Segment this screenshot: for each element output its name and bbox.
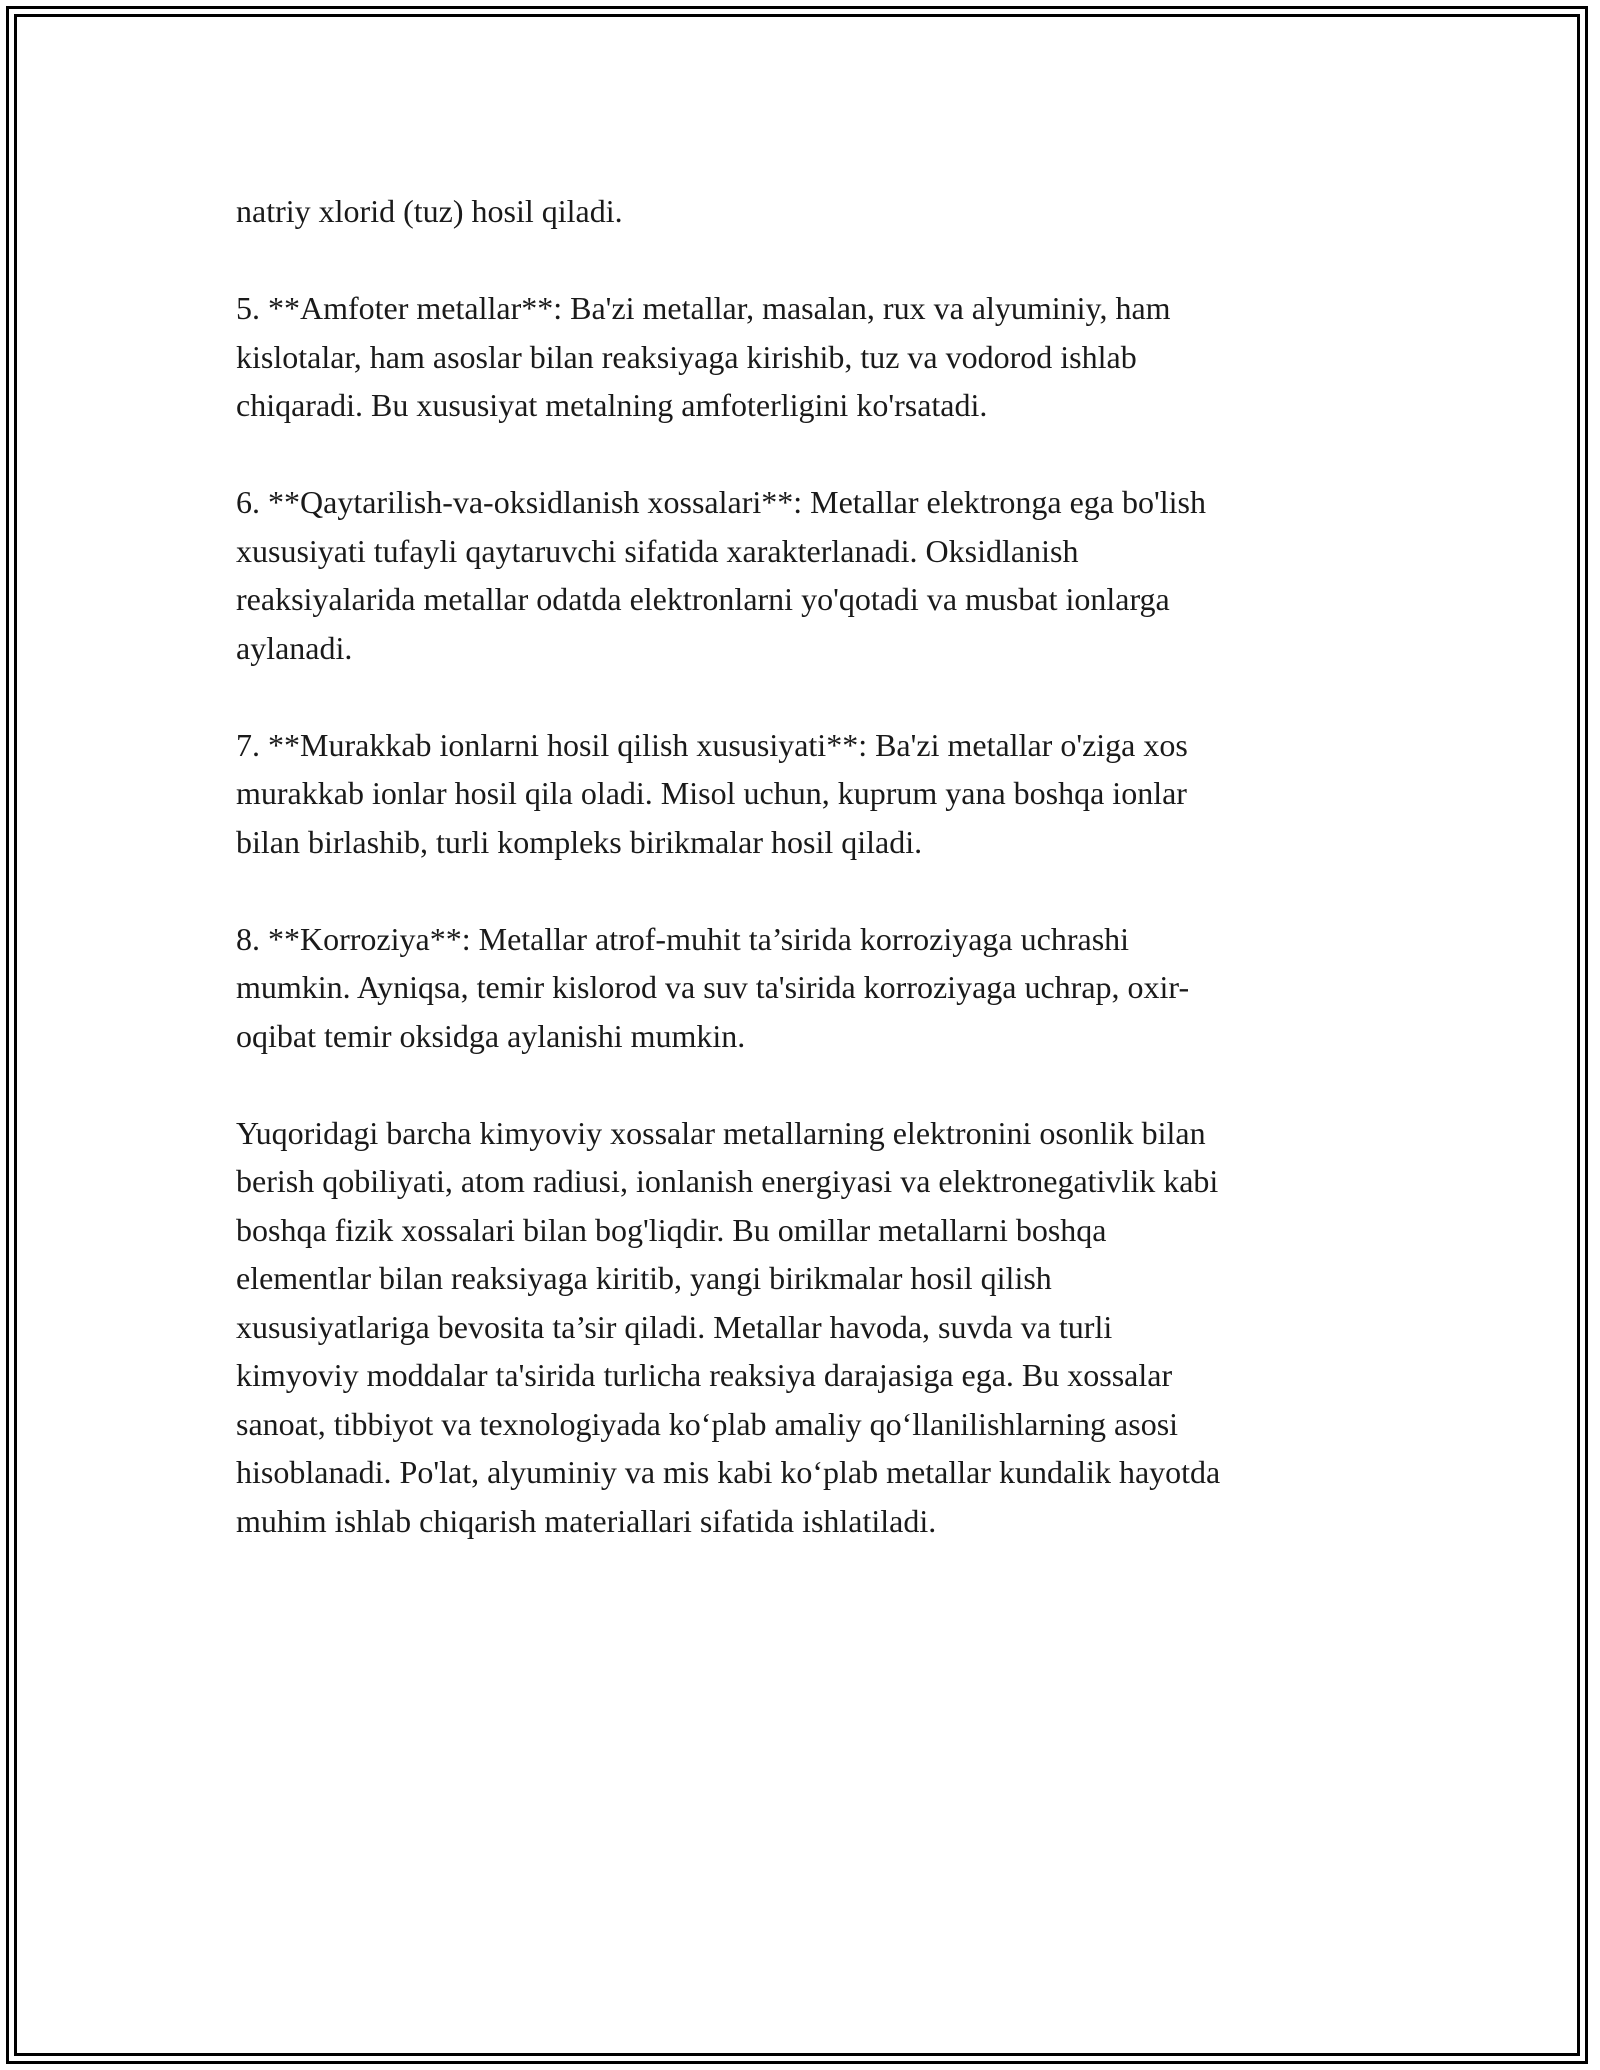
paragraph-item-6-qaytarilish: 6. **Qaytarilish-va-oksidlanish xossalari**: Metallar elektronga ega bo'lish xususiyati tufayli qaytaruvchi sifatida xarakterlanadi. Oksidlanish reaksiyalarida metallar odatda elektronlarni yo'qotadi va musbat ionlarga aylanadi. <box>236 484 1206 666</box>
paragraph-item-7-murakkab-ionlar: 7. **Murakkab ionlarni hosil qilish xususiyati**: Ba'zi metallar o'ziga xos murakkab ionlar hosil qila oladi. Misol uchun, kuprum yana boshqa ionlar bilan birlashib, turli kompleks birikmalar hosil qiladi. <box>236 726 1188 860</box>
paragraph-conclusion: Yuqoridagi barcha kimyoviy xossalar metallarning elektronini osonlik bilan berish qobiliyati, atom radiusi, ionlanish energiyasi va elektronegativlik kabi boshqa fizik xossalari bilan bog'liqdir. Bu omillar metallarni boshqa elementlar bilan reaksiyaga kiritib, yangi birikmalar hosil qilish xususiyatlariga bevosita ta’sir qiladi. Metallar havoda, suvda va turli kimyoviy moddalar ta'sirida turlicha reaksiya darajasiga ega. Bu xossalar sanoat, tibbiyot va texnologiyada ko‘plab amaliy qo‘llanilishlarning asosi hisoblanadi. Po'lat, alyuminiy va mis kabi ko‘plab metallar kundalik hayotda muhim ishlab chiqarish materiallari sifatida ishlatiladi. <box>236 1114 1221 1539</box>
document-body <box>236 187 1386 1594</box>
paragraph-item-5-amfoter: 5. **Amfoter metallar**: Ba'zi metallar, masalan, rux va alyuminiy, ham kislotalar, ham asoslar bilan reaksiyaga kirishib, tuz va vodorod ishlab chiqaradi. Bu xususiyat metalning amfoterligini ko'rsatadi. <box>236 290 1171 423</box>
paragraph-continuation: natriy xlorid (tuz) hosil qiladi. <box>236 193 623 229</box>
paragraph-item-8-korroziya: 8. **Korroziya**: Metallar atrof-muhit ta’sirida korroziyaga uchrashi mumkin. Ayniqsa, temir kislorod va suv ta'sirida korroziyaga uchrap, oxir- oqibat temir oksidga aylanishi mumkin. <box>236 920 1190 1054</box>
